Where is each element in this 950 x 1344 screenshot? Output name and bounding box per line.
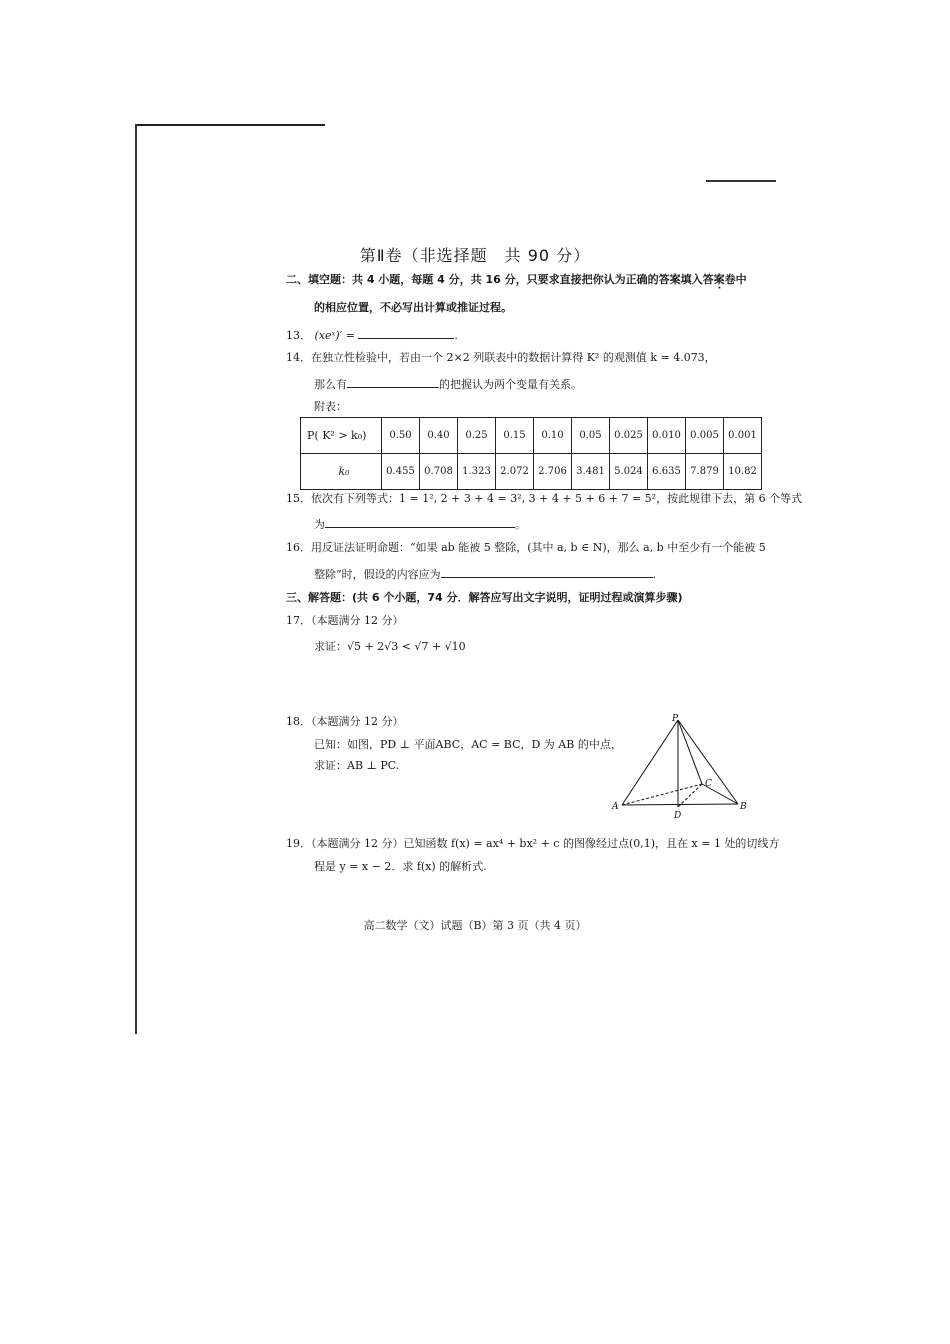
table-cell: 0.025 <box>610 418 648 454</box>
table-cell: 0.010 <box>648 418 686 454</box>
edge-pa <box>622 720 678 805</box>
section2-dotted-text: 答案卷 <box>702 273 736 286</box>
label-b: B <box>740 802 747 812</box>
question-18-line1: 已知：如图，PD ⊥ 平面ABC，AC = BC，D 为 AB 的中点， <box>314 738 622 751</box>
table-cell: 0.15 <box>496 418 534 454</box>
table-cell: 7.879 <box>686 454 724 490</box>
question-13 <box>286 327 458 343</box>
table-cell: 2.072 <box>496 454 534 490</box>
edge-pb <box>678 720 738 804</box>
table-cell: 0.40 <box>420 418 458 454</box>
label-d: D <box>674 811 682 821</box>
question-16-line2 <box>314 566 656 582</box>
question-15-line2 <box>314 516 526 532</box>
table-cell: 10.82 <box>724 454 762 490</box>
question-14-line1: 14．在独立性检验中，若由一个 2×2 列联表中的数据计算得 K² 的观测值 k = 4.073， <box>286 351 716 364</box>
table-header-p: P( K² > k₀) <box>301 418 382 454</box>
section3-heading: 三、解答题：(共 6 个小题，74 分．解答应写出文字说明，证明过程或演算步骤) <box>286 591 683 604</box>
page-footer: 高二数学（文）试题（B）第 3 页（共 4 页） <box>363 919 587 932</box>
label-a: A <box>612 802 619 812</box>
table-cell: 0.005 <box>686 418 724 454</box>
q13-answer-blank[interactable] <box>358 327 454 339</box>
q14-line2-start: 那么有 <box>314 378 347 391</box>
table-cell: 0.455 <box>382 454 420 490</box>
table-cell: 0.708 <box>420 454 458 490</box>
table-cell: 5.024 <box>610 454 648 490</box>
table-row <box>301 454 762 490</box>
chi-square-table <box>300 417 762 490</box>
table-cell: 0.25 <box>458 418 496 454</box>
table-row <box>301 418 762 454</box>
q16-answer-blank[interactable] <box>441 566 653 578</box>
section2-instruction-line2: 的相应位置，不必写出计算或推证过程。 <box>314 301 512 314</box>
page-title: 第Ⅱ卷（非选择题 共 90 分） <box>359 246 591 265</box>
table-cell: 2.706 <box>534 454 572 490</box>
question-17-body: 求证：√5 + 2√3 < √7 + √10 <box>314 640 466 653</box>
q15-answer-blank[interactable] <box>325 516 515 528</box>
section2-instruction-line1 <box>286 273 747 287</box>
table-header-k: k₀ <box>301 454 382 490</box>
table-cell: 0.50 <box>382 418 420 454</box>
q14-appendix-label: 附表： <box>314 400 347 413</box>
q14-answer-blank[interactable] <box>347 376 439 388</box>
q13-end: . <box>454 329 458 342</box>
section2-line1-text: 二、填空题：共 4 小题，每题 4 分，共 16 分，只要求直接把你认为正确的答案填入 <box>286 273 703 286</box>
question-19-line1: 19．（本题满分 12 分）已知函数 f(x) = ax⁴ + bx² + c 的图像经过点(0,1)，且在 x = 1 处的切线方 <box>286 837 780 850</box>
question-15-line1: 15．依次有下列等式：1 = 1², 2 + 3 + 4 = 3², 3 + 4 + 5 + 6 + 7 = 5²，按此规律下去，第 6 个等式 <box>286 492 803 505</box>
q15-line2-end: 。 <box>515 518 526 531</box>
question-19-line2: 程是 y = x − 2．求 f(x) 的解析式. <box>314 860 487 873</box>
section2-line1-end: 中 <box>735 273 747 286</box>
q14-line2-end: 的把握认为两个变量有关系。 <box>439 378 582 391</box>
q16-line2-end: . <box>652 568 657 581</box>
label-c: C <box>705 779 712 789</box>
question-18-line2: 求证：AB ⊥ PC. <box>314 759 400 772</box>
question-14-line2 <box>314 376 582 392</box>
table-cell: 1.323 <box>458 454 496 490</box>
scan-border-top <box>135 124 325 126</box>
question-18-head: 18．（本题满分 12 分） <box>286 715 404 728</box>
edge-pc <box>678 720 702 784</box>
q13-number: 13． <box>286 329 311 342</box>
table-cell: 0.001 <box>724 418 762 454</box>
pyramid-figure <box>610 712 760 822</box>
question-16-line1: 16．用反证法证明命题：“如果 ab 能被 5 整除，(其中 a, b ∈ N)，那么 a, b 中至少有一个能被 5 <box>286 541 766 554</box>
q13-expression: (xeˣ)′ = <box>314 329 355 342</box>
table-cell: 6.635 <box>648 454 686 490</box>
question-17-head: 17．（本题满分 12 分） <box>286 614 404 627</box>
scan-mark-right <box>706 180 776 182</box>
q15-line2-start: 为 <box>314 518 325 531</box>
table-cell: 3.481 <box>572 454 610 490</box>
table-cell: 0.05 <box>572 418 610 454</box>
table-cell: 0.10 <box>534 418 572 454</box>
label-p: P <box>672 714 679 724</box>
q16-line2-start: 整除”时，假设的内容应为 <box>314 568 441 581</box>
